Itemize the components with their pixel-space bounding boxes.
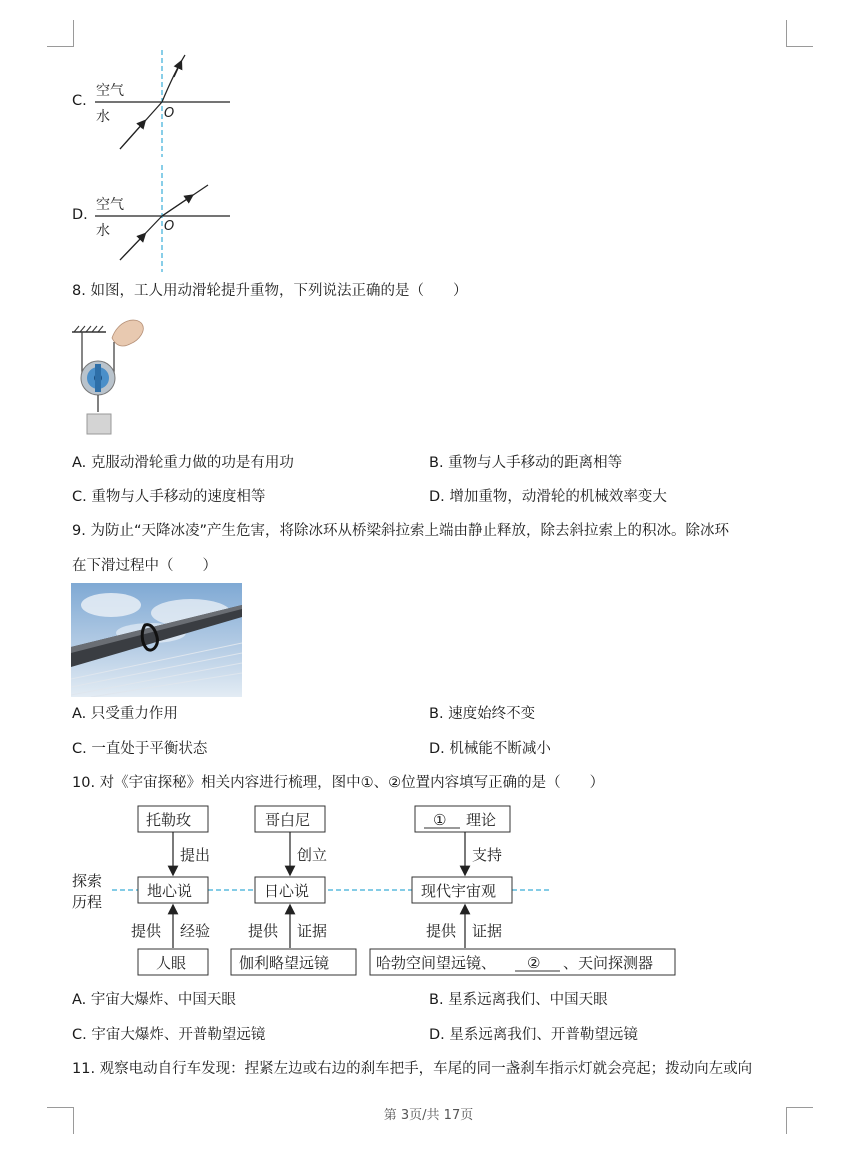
side-label-course: 历程 [72,893,103,911]
refraction-diagram-c [90,45,240,160]
svg-text:地心说: 地心说 [147,882,193,900]
question-8-stem: 8. 如图，工人用动滑轮提升重物，下列说法正确的是（ ） [72,283,468,299]
svg-text:、天问探测器: 、天问探测器 [563,954,654,972]
point-o-label: O [164,219,175,234]
question-11-stem: 11. 观察电动自行车发现：捏紧左边或右边的刹车把手，车尾的同一盏刹车指示灯就会亮起；拨动向左或向 [72,1061,753,1077]
question-9-stem-line1: 9. 为防止“天降冰凌”产生危害，将除冰环从桥梁斜拉索上端由静止释放，除去斜拉索上的积冰。除冰环 [72,523,729,539]
svg-text:②: ② [527,954,541,972]
q10-option-c: C. 宇宙大爆炸、开普勒望远镜 [72,1027,266,1043]
refraction-diagram-d [90,160,240,275]
water-label: 水 [96,109,110,125]
q10-option-d: D. 星系远离我们、开普勒望远镜 [429,1027,638,1043]
crop-mark-top-right [786,20,813,47]
q10-option-a: A. 宇宙大爆炸、中国天眼 [72,992,236,1008]
universe-flow-diagram [60,800,690,982]
crop-mark-top-left [47,20,74,47]
q8-option-d: D. 增加重物，动滑轮的机械效率变大 [429,489,667,505]
q9-option-a: A. 只受重力作用 [72,706,178,722]
q8-option-b: B. 重物与人手移动的距离相等 [429,455,623,471]
svg-text:哥白尼: 哥白尼 [265,811,311,829]
q10-option-b: B. 星系远离我们、中国天眼 [429,992,608,1008]
svg-text:证据: 证据 [472,922,503,940]
q9-option-b: B. 速度始终不变 [429,706,536,722]
svg-text:现代宇宙观: 现代宇宙观 [421,882,497,900]
svg-text:证据: 证据 [297,922,328,940]
pulley-figure [70,316,150,440]
svg-text:人眼: 人眼 [156,954,187,972]
page-number-footer: 第 3页/共 17页 [383,1108,474,1123]
svg-text:托勒玫: 托勒玫 [146,811,192,829]
svg-text:提供: 提供 [426,922,457,940]
q9-option-d: D. 机械能不断减小 [429,741,551,757]
deicing-ring-photo [71,583,242,697]
option-c-letter: C. [72,93,87,109]
svg-text:日心说: 日心说 [264,882,310,900]
svg-text:理论: 理论 [466,811,497,829]
question-9-stem-line2: 在下滑过程中（ ） [72,558,217,574]
arrow-label-found: 创立 [297,846,328,864]
q8-option-c: C. 重物与人手移动的速度相等 [72,489,266,505]
air-label: 空气 [96,83,124,99]
question-10-stem: 10. 对《宇宙探秘》相关内容进行梳理，图中①、②位置内容填写正确的是（ ） [72,775,605,791]
q9-option-c: C. 一直处于平衡状态 [72,741,208,757]
svg-text:提供: 提供 [131,922,162,940]
arrow-label-propose: 提出 [180,846,211,864]
refracted-ray [162,55,185,102]
point-o-label: O [164,106,175,121]
svg-text:哈勃空间望远镜、: 哈勃空间望远镜、 [376,954,497,972]
svg-text:提供: 提供 [248,922,279,940]
svg-text:经验: 经验 [180,922,211,940]
arrow-label-support: 支持 [472,846,503,864]
side-label-explore: 探索 [72,872,103,890]
q8-option-a: A. 克服动滑轮重力做的功是有用功 [72,455,294,471]
option-d-letter: D. [72,207,88,223]
water-label: 水 [96,223,110,239]
svg-text:伽利略望远镜: 伽利略望远镜 [239,954,330,972]
svg-text:①: ① [433,811,447,829]
air-label: 空气 [96,197,124,213]
